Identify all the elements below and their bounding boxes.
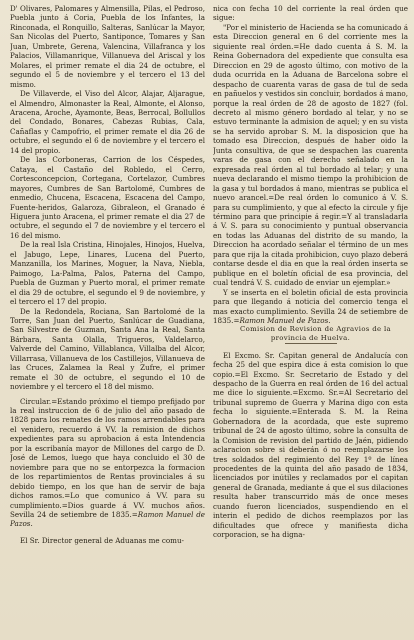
paragraph-boletin-insertion: [213, 288, 408, 326]
paragraph-redondela: De la Redondela, Rociana, San Bartolomé de la Torre, San Juan del Puerto, Sanlúcar de Guadiana, San Silvestre de Guzman, Santa Ana la Real, Santa Bárbara, Santa Olalla, Trigueros, Valdelarco, Valverde del Camino, Villablanca, Villalba del Alcor, Villarrasa, Villanueva de los Castillejos, Villanueva de las Cruces, Zalamea la Real y Zufre, el primer remate el 30 de octubre, el segundo el 10 de noviembre y el tercero el 18 del mismo.: [10, 306, 205, 392]
left-column: [10, 4, 205, 636]
paragraph-circular: [10, 397, 205, 529]
signature-pazos-left: Ramon Manuel de Pazos.: [10, 510, 205, 529]
circular-text: Circular.=Estando próximo el tiempo prefijado por la real instruccion de 6 de julio del año pasado de 1828 para los remates de los ramos arrendables para el venidero, recuerdo á VV. la remision de dichos expedientes para su aprobacion á esta Intendencia por la escribanía mayor de Millones del cargo de D. José de Lemos, luego que haya concluido el 30 de noviembre para que no se entorpezca la formacion de los repartimientos de Rentas provinciales á su debido tiempo, en los que han de servir de baja dichos ramos.=Lo que comunico á VV. para su cumplimiento.=Dios guarde á VV. muchos años. Sevilla 24 de setiembre de 1835.=: [10, 396, 205, 520]
paragraph-director-aduanas: El Sr. Director general de Aduanas me comu-: [20, 535, 184, 545]
paragraph-corboneras: De las Corboneras, Carrion de los Céspedes, Cataya, el Castaño del Robledo, el Cerro, Cortesconcepcion, Cortegana, Cortelazor, Cumbres mayores, Cumbres de San Bartolomé, Cumbres de enmedio, Chucena, Escacena, Escacena del Campo, Fuente-heridos, Galaroza, Gibraleon, el Granado é Higuera junto Aracena, el primer remate el dia 27 de octubre, el segundo el 7 de noviembre y el tercero el 16 del mismo.: [10, 155, 205, 240]
boletin-text: Y se inserta en el boletin oficial de esta provincia para que llegando á noticia del comercio tenga el mas exacto cumplimiento. Sevilla 24 de setiembre de 1835.=: [213, 287, 408, 325]
paragraph-ministerio-hacienda: "Por el ministerio de Hacienda se ha comunicado á esta Direccion general en 6 del corriente mes la siguiente real órden.=He dado cuenta á S. M. la Reina Gobernadora del expediente que consulta esa Direccion en 29 de agosto último, con motivo de la duda ocurrida en la Aduana de Barcelona sobre el despacho de cuarenta varas de gasa de tul de seda en pañuelos y vestidos sin concluir, bordados á mano, porque la real órden de 28 de agosto de 1827 (fol. decreto al mismo género bordado al telar, y no se estuvo terminante la admision de aquel; y en su vista se ha servido aprobar S. M. la disposicion que ha tomado esa Direccion, después de haber oido la Junta consultiva, de que se despachen las cuarenta varas de gasa con el derecho señalado en la expresada real órden al tul bordado al telar; y una nueva declarando el mismo tiempo la prohibicion de la gasa y tul bordados á mano, mientras se publica el nuevo arancel.=De real órden lo comunico á V. S. para su cumplimiento, y que al efecto la circule y fije término para que principie á regir.=Y al transladarla á V. S. para su conocimiento y puntual observancia en todas las Aduanas del distrito de su mando, la Direccion ha acordado señalar el término de un mes para que rija la citada prohibicion, cuyo plazo deberá contarse desde el dia en que la real órden inserta se publique en el boletín oficial de esa provincia, del cual tendrá V. S. cuidado de enviar un ejemplar.»: [213, 22, 408, 288]
paragraph-isla-cristina: De la real Isla Cristina, Hinojales, Hinojos, Huelva, el Jabugo, Lepe, Linares, Lucena del Puerto, Manzanilla, los Marines, Moguer, la Nava, Niebla, Paimogo, La-Palma, Palos, Paterna del Campo, Puebla de Guzman y Puerto moral, el primer remate el dia 29 de octubre, el segundo el 9 de noviembre, y el tercero el 17 del propio.: [10, 240, 205, 307]
paragraph-villaverde: De Villaverde, el Viso del Alcor, Alajar, Aljarague, el Almendro, Almonaster la Real, Almonte, el Alonso, Aracena, Aroche, Ayamonte, Beas, Berrocal, Bollullos del Condado, Bonares, Cabezas Rubias, Cala, Cañaflas y Campofrio, el primer remate el dia 26 de octubre, el segundo el 6 de noviembre y el tercero el 14 del propio.: [10, 89, 205, 155]
section-title-comision-huelva: Comision de Revision de Agravios de la provincia de Huelva.: [240, 325, 391, 342]
paragraph-olivares: D' Olivares, Palomares y Almensilla, Pilas, el Pedroso, Puebla junto á Coria, Puebla de los Infantes, la Rinconada, el Ronquillo, Salteras, Sanlúcar la Mayor, San Nicolas del Puerto, Santiponce, Tomares y San Juan, Umbrete, Gerena, Valencina, Villafranca y los Palacios, Villamanrique, Villanueva del Ariscal y los Molares, el primer remate el dia 24 de octubre, el segundo el 5 de noviembre y el tercero el 13 del mismo.: [10, 4, 205, 89]
paragraph-capitan-general: El Excmo. Sr. Capitan general de Andalucía con fecha 25 del que espira dice á esta comision lo que copio.=El Excmo. Sr. Secretario de Estado y del despacho de la Guerra en real órden de 16 del actual me dice lo siguiente.=Excmo. Sr.=Al Secretario del tribunal supremo de Guerra y Marina digo con esta fecha lo siguiente.=Enterada S. M. la Reina Gobernadora de la acordada, que este supremo tribunal de 24 de agosto último, sobre la consulta de la Comision de revision del partido de Jaén, pidiendo aclaracion sobre si deberán ó no reemplazarse los tres soldados del regimiento del Rey 1º de línea procedentes de la quinta del año pasado de 1834, licenciados por inútiles y reclamados por el capitan general de Granada, mediante á que el sus dilaciones resulta haber transcurrido más de once meses cuando fueron licenciados, suspendiendo en el interin el pedido de dichos reemplazos por las dificultades que ofrece y manifiesta dicha corporacion, se ha digna-: [213, 350, 408, 540]
paragraph-real-orden-intro: nica con fecha 10 del corriente la real órden que sigue:: [213, 4, 408, 23]
section-divider: [285, 343, 337, 344]
right-column: [213, 4, 408, 636]
signature-pazos-right: Ramon Manuel de Pazos.: [239, 315, 331, 325]
